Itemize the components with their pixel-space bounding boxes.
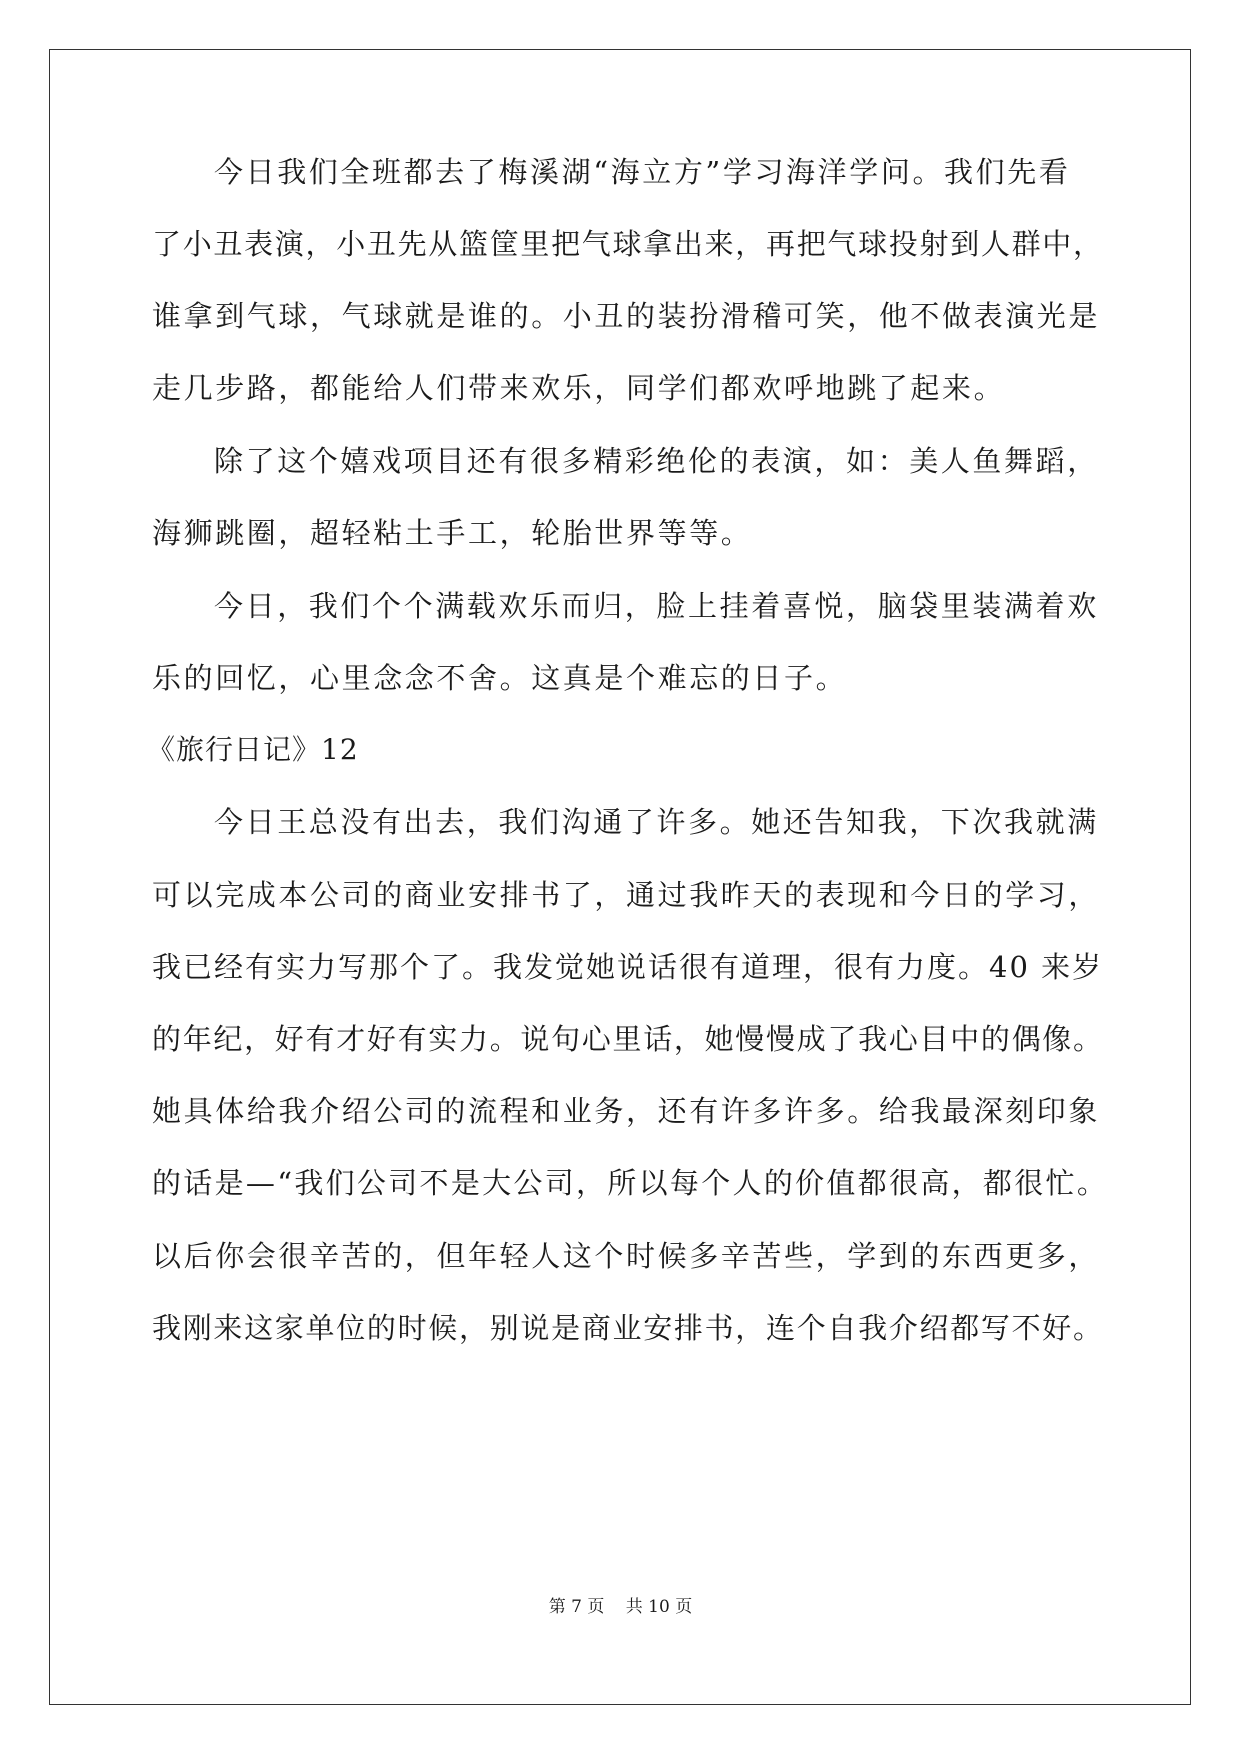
text-line: 今日我们全班都去了梅溪湖“海立方”学习海洋学问。我们先看 xyxy=(214,155,1071,189)
text-line: 除了这个嬉戏项目还有很多精彩绝伦的表演，如：美人鱼舞蹈， xyxy=(214,444,1099,478)
text-line: 的年纪，好有才好有实力。说句心里话，她慢慢成了我心目中的偶像。 xyxy=(152,1022,1104,1056)
text-line: 了小丑表演，小丑先从篮筐里把气球拿出来，再把气球投射到人群中， xyxy=(152,227,1104,261)
text-line: 我已经有实力写那个了。我发觉她说话很有道理，很有力度。40 来岁 xyxy=(152,950,1104,984)
text-line: 海狮跳圈，超轻粘土手工，轮胎世界等等。 xyxy=(152,516,753,550)
text-line: 可以完成本公司的商业安排书了，通过我昨天的表现和今日的学习， xyxy=(152,878,1101,912)
text-line: 乐的回忆，心里念念不舍。这真是个难忘的日子。 xyxy=(152,661,848,695)
section-heading: 《旅行日记》12 xyxy=(147,733,359,766)
text-line: 谁拿到气球，气球就是谁的。小丑的装扮滑稽可笑，他不做表演光是 xyxy=(152,299,1101,333)
page-footer xyxy=(0,1595,1241,1619)
text-line: 以后你会很辛苦的，但年轻人这个时候多辛苦些，学到的东西更多， xyxy=(152,1239,1101,1273)
page-total: 共 10 页 xyxy=(625,1597,693,1617)
text-line: 今日王总没有出去，我们沟通了许多。她还告知我，下次我就满 xyxy=(214,805,1099,839)
text-line: 的话是—“我们公司不是大公司，所以每个人的价值都很高，都很忙。 xyxy=(152,1166,1109,1200)
text-line: 今日，我们个个满载欢乐而归，脸上挂着喜悦，脑袋里装满着欢 xyxy=(214,589,1099,623)
text-line: 我刚来这家单位的时候，别说是商业安排书，连个自我介绍都写不好。 xyxy=(152,1311,1104,1345)
page-number: 第 7 页 xyxy=(548,1597,605,1617)
text-line: 她具体给我介绍公司的流程和业务，还有许多许多。给我最深刻印象 xyxy=(152,1094,1101,1128)
text-line: 走几步路，都能给人们带来欢乐，同学们都欢呼地跳了起来。 xyxy=(152,371,1006,405)
